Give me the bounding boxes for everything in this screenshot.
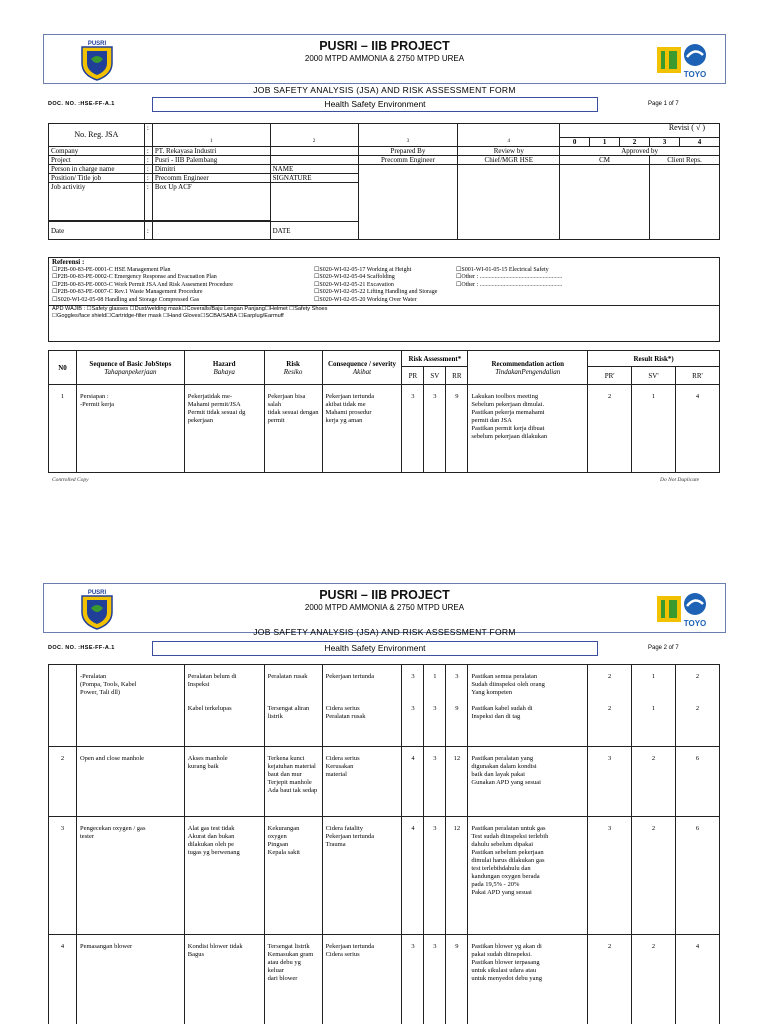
cell-pr2: 3 (588, 747, 632, 817)
ref-item[interactable]: ☐Other : ....................................................... (456, 274, 563, 281)
apd-line[interactable]: APD WAJIB : ☐Safety glasses ☐Dust/welding mask☐Coveralls/Baju Lengan Panjang☐Helmet ☐Safety Shoes (52, 305, 328, 312)
page-1 (0, 0, 768, 500)
recommendation-subtitle: TindakanPengendalian (495, 367, 561, 376)
cell-hazard: Pekerjatidak me- Mahami permit/JSA Permit tidak sesuai dg pekerjaan (184, 385, 264, 473)
cell-sv2: 1 (632, 385, 676, 473)
person-value: Dimitri (152, 165, 270, 174)
ref-item[interactable]: ☐S020-WI-02-05-17 Working at Height (314, 266, 412, 273)
jsa-info-table (48, 123, 720, 240)
ref-item[interactable]: ☐P2B-00-83-PE-0002-C Emergency Response and Evacuation Plan (52, 274, 217, 281)
cell-step: Persiapan : -Permit kerja (76, 385, 184, 473)
name-label: NAME (270, 165, 358, 174)
cell-pr2: 2 2 (588, 665, 632, 747)
toyo-logo-icon (655, 41, 709, 79)
colon: : (144, 147, 152, 156)
cell-sv: 3 (424, 935, 446, 1024)
revisi-number: 4 (679, 138, 719, 147)
colon: : (144, 124, 152, 147)
col-header-consequence (322, 351, 402, 385)
cell-risk: Kekurangan oxygen Pingsan Kepala sakit (264, 817, 322, 935)
cell-rr2: 6 (676, 817, 720, 935)
col-number: 1 (152, 138, 270, 147)
cell-sv2: 2 (632, 935, 676, 1024)
toyo-logo-icon (655, 590, 709, 628)
col-header-hazard (184, 351, 264, 385)
project-label: Project (49, 156, 145, 165)
cell-step: Pemasangan blower (76, 935, 184, 1024)
col-header-pr2: PR' (588, 367, 632, 385)
ref-item[interactable]: ☐S020-WI-02-05-21 Excavation (314, 281, 394, 288)
cell-step: Pengecekan oxygen / gas tester (76, 817, 184, 935)
risk-title: Risk (286, 359, 300, 368)
position-label: Position/ Title job (49, 174, 145, 183)
approved-by-label: Approved by (560, 147, 720, 156)
document-header (43, 34, 726, 84)
col-number: 2 (270, 138, 358, 147)
revisi-number: 2 (620, 138, 650, 147)
cell-consequence: Pekerjaan tertunda akibat tidak me Mahami prosedur kerja yg aman (322, 385, 402, 473)
cell-pr: 3 (402, 385, 424, 473)
review-by-label: Review by (458, 147, 560, 156)
col-header-risk (264, 351, 322, 385)
ref-item[interactable]: ☐P2B-00-83-PE-0003-C Work Permit JSA And Risk Assesment Procedure (52, 281, 233, 288)
seq-title: Sequence of Basic JobSteps (89, 359, 172, 368)
chief-hse-label: Chief/MGR HSE (458, 156, 560, 165)
project-title: PUSRI – IIB PROJECT (319, 39, 450, 53)
col-header-recommendation (468, 351, 588, 385)
cell-no (49, 665, 77, 747)
ref-item[interactable]: ☐Other : ....................................................... (456, 281, 563, 288)
page-number: Page 1 of 7 (648, 101, 679, 107)
ref-item[interactable]: ☐P2B-00-83-PE-0001-C HSE Management Plan (52, 266, 171, 273)
ref-item[interactable]: ☐P2B-00-83-PE-0007-C Rev.1 Waste Management Procedure (52, 289, 203, 296)
cell-rr: 12 (446, 747, 468, 817)
risk-subtitle: Resiko (283, 367, 303, 376)
controlled-copy-note: Controlled Copy (52, 477, 89, 483)
date-value (152, 222, 270, 240)
cell-recommendation: Pastikan peralatan untuk gas Test sudah diinspeksi terlebih dahulu sebelum dipakai Pastikan sebelum pekerjaan dimulai harus dilakukan gas test terlebihdahulu dan kandungan oxygen berada pada 19,5% - 20% Pakai APD yang sesuai (468, 817, 588, 935)
cell-pr2: 2 (588, 385, 632, 473)
cell-recommendation: Lakukan toolbox meeting Sebelum pekerjaan dimulai. Pastikan pekerja memahami permit dan JSA Pastikan permit kerja dibuat sebelum pekerjaan dilakukan (468, 385, 588, 473)
project-subtitle: 2000 MTPD AMMONIA & 2750 MTPD UREA (304, 603, 465, 612)
precomm-engineer-label: Precomm Engineer (358, 156, 458, 165)
referensi-title: Referensi : (52, 258, 85, 266)
referensi-section (48, 257, 720, 342)
cell-sv2: 1 1 (632, 665, 676, 747)
client-reps-label: Client Reps. (650, 156, 720, 165)
cell-pr2: 3 (588, 817, 632, 935)
pusri-logo-text: PUSRI (87, 41, 107, 47)
cell-pr: 4 (402, 817, 424, 935)
table-row (49, 817, 720, 935)
cell-pr: 4 (402, 747, 424, 817)
colon: : (144, 165, 152, 174)
ref-item[interactable]: ☐S020-WI-02-05-22 Lifting Handling and Storage (314, 289, 438, 296)
cell-rr2: 6 (676, 747, 720, 817)
cell-rr: 9 (446, 385, 468, 473)
cell-pr: 3 (402, 935, 424, 1024)
col-header-sv2: SV' (632, 367, 676, 385)
table-row (49, 935, 720, 1024)
cell-risk: Peralatan rusak Tersengat aliran listrik (264, 665, 322, 747)
hazard-title: Hazard (212, 359, 236, 368)
revisi-number: 1 (590, 138, 620, 147)
company-label: Company (49, 147, 145, 156)
activity-value: Box Up ACF (152, 183, 270, 221)
revisi-label: Revisi ( √ ) (560, 124, 720, 138)
no-reg-label: No. Reg. JSA (49, 124, 145, 147)
colon: : (144, 183, 152, 221)
cell-hazard: Kondisi blower tidak Bagus (184, 935, 264, 1024)
cell-pr: 3 3 (402, 665, 424, 747)
form-title: JOB SAFETY ANALYSIS (JSA) AND RISK ASSESSMENT FORM (253, 85, 516, 95)
table-row (49, 385, 720, 473)
colon: : (144, 222, 152, 240)
do-not-duplicate-note: Do Not Duplicate (660, 477, 700, 483)
cell-sv2: 2 (632, 747, 676, 817)
col-number: 4 (458, 138, 560, 147)
prepared-by-label: Prepared By (358, 147, 458, 156)
form-title: JOB SAFETY ANALYSIS (JSA) AND RISK ASSESSMENT FORM (253, 627, 516, 637)
cell-consequence: Cidera serius Kerusakan material (322, 747, 402, 817)
cell-pr2: 2 (588, 935, 632, 1024)
cell-sv: 3 (424, 817, 446, 935)
date-label: Date (49, 222, 145, 240)
cell-rr: 12 (446, 817, 468, 935)
ref-item[interactable]: ☐S020-WI-02-05-08 Handling and Storage Compressed Gas (52, 296, 200, 303)
seq-subtitle: Tahapanpekerjaan (104, 367, 157, 376)
colon: : (144, 174, 152, 183)
doc-number: DOC. NO. :HSE-FF-A.1 (48, 645, 115, 651)
department-field: Health Safety Environment (152, 641, 598, 656)
consequence-subtitle: Akibat (352, 367, 372, 376)
ref-item[interactable]: ☐S020-WI-02-05-20 Working Over Water (314, 296, 417, 303)
cell-rr2: 4 (675, 385, 719, 473)
toyo-logo-text: TOYO (683, 70, 707, 79)
cell-consequence: Pekerjaan tertunda Cidera serius (322, 935, 402, 1024)
col-number: 3 (358, 138, 458, 147)
position-value: Precomm Engineer (152, 174, 270, 183)
cell-hazard: Akses manhole kurang baik (184, 747, 264, 817)
cell-risk: Pekerjaan bisa salah tidak sesuai dengan permit (264, 385, 322, 473)
cm-label: CM (560, 156, 650, 165)
col-header-result-risk: Result Risk*) (588, 351, 720, 367)
cell-no: 3 (49, 817, 77, 935)
department-field: Health Safety Environment (152, 97, 598, 112)
cell-no: 2 (49, 747, 77, 817)
date-caps-label: DATE (270, 222, 358, 240)
recommendation-title: Recommendation action (491, 359, 564, 368)
col-header-no: N0 (49, 351, 77, 385)
cell-risk: Terkena kunci kejatuhan material baut dan mur Terjepit manhole Ada baut tak sedap (264, 747, 322, 817)
cell-hazard: Peralatan belum di Inspeksi Kabel terkelupas (184, 665, 264, 747)
signature-label: SIGNATURE (270, 174, 358, 183)
project-title: PUSRI – IIB PROJECT (319, 588, 450, 602)
cell-consequence: Cidera fatality Pekerjaan tertunda Trauma (322, 817, 402, 935)
col-header-pr: PR (402, 367, 424, 385)
activity-label: Job activitiy (49, 183, 145, 221)
toyo-logo-text: TOYO (683, 619, 707, 628)
cell-no: 4 (49, 935, 77, 1024)
apd-line[interactable]: ☐Goggles/face shield☐Cartridge-filter mask ☐Hand Gloves☐SCBA/SABA ☐Earplug/Earmuff (52, 313, 284, 320)
col-header-sv: SV (424, 367, 446, 385)
colon: : (144, 156, 152, 165)
cell-no: 1 (49, 385, 77, 473)
cell-risk: Tersengat listrik Kemasukan gram atau debu yg keluar dari blower (264, 935, 322, 1024)
consequence-title: Consequence / severity (327, 359, 396, 368)
cell-rr: 9 (446, 935, 468, 1024)
cell-step: Open and close manhole (76, 747, 184, 817)
cell-recommendation: Pastikan semua peralatan Sudah diinspeksi oleh orang Yang kompeten Pastikan kabel sudah di Inspeksi dan di tag (468, 665, 588, 747)
cell-rr2: 4 (676, 935, 720, 1024)
page-2 (0, 578, 768, 1024)
cell-sv: 1 3 (424, 665, 446, 747)
revisi-number: 3 (650, 138, 680, 147)
col-header-rr2: RR' (675, 367, 719, 385)
cell-step: -Peralatan (Pompa, Tools, Kabel Power, Tali dll) (76, 665, 184, 747)
person-label: Person in charge name (49, 165, 145, 174)
revisi-number: 0 (560, 138, 590, 147)
hazard-subtitle: Bahaya (213, 367, 235, 376)
pusri-logo-text: PUSRI (87, 590, 107, 596)
table-row (49, 747, 720, 817)
project-value: Pusri - IIB Palembang (152, 156, 270, 165)
cell-hazard: Alat gas test tidak Akurat dan bukan dilakukan oleh pe tugas yg berwenang (184, 817, 264, 935)
col-header-seq (76, 351, 184, 385)
cell-consequence: Pekerjaan tertunda Cidera serius Peralatan rusak (322, 665, 402, 747)
col-header-risk-assessment: Risk Assessment* (402, 351, 468, 367)
project-subtitle: 2000 MTPD AMMONIA & 2750 MTPD UREA (304, 54, 465, 63)
cell-recommendation: Pastikan peralatan yang digunakan dalam kondisi baik dan layak pakai Gunakan APD yang sesuai (468, 747, 588, 817)
col-header-rr: RR (446, 367, 468, 385)
company-value: PT. Rekayasa Industri (152, 147, 270, 156)
cell-rr2: 2 2 (676, 665, 720, 747)
cell-recommendation: Pastikan blower yg akan di pakai sudah diinspeksi. Pastikan blower terpasang untuk sikulasi udara atau untuk menyedot debu yang (468, 935, 588, 1024)
jsa-table-page2 (48, 664, 720, 1024)
ref-item[interactable]: ☐S001-WI-01-05-15 Electrical Safety (456, 266, 549, 273)
cell-rr: 3 9 (446, 665, 468, 747)
table-row (49, 665, 720, 747)
ref-item[interactable]: ☐S020-WI-02-05-04 Scaffolding (314, 274, 395, 281)
page-number: Page 2 of 7 (648, 645, 679, 651)
cell-sv2: 2 (632, 817, 676, 935)
jsa-table-page1 (48, 350, 720, 473)
cell-sv: 3 (424, 385, 446, 473)
doc-number: DOC. NO. :HSE-FF-A.1 (48, 101, 115, 107)
cell-sv: 3 (424, 747, 446, 817)
